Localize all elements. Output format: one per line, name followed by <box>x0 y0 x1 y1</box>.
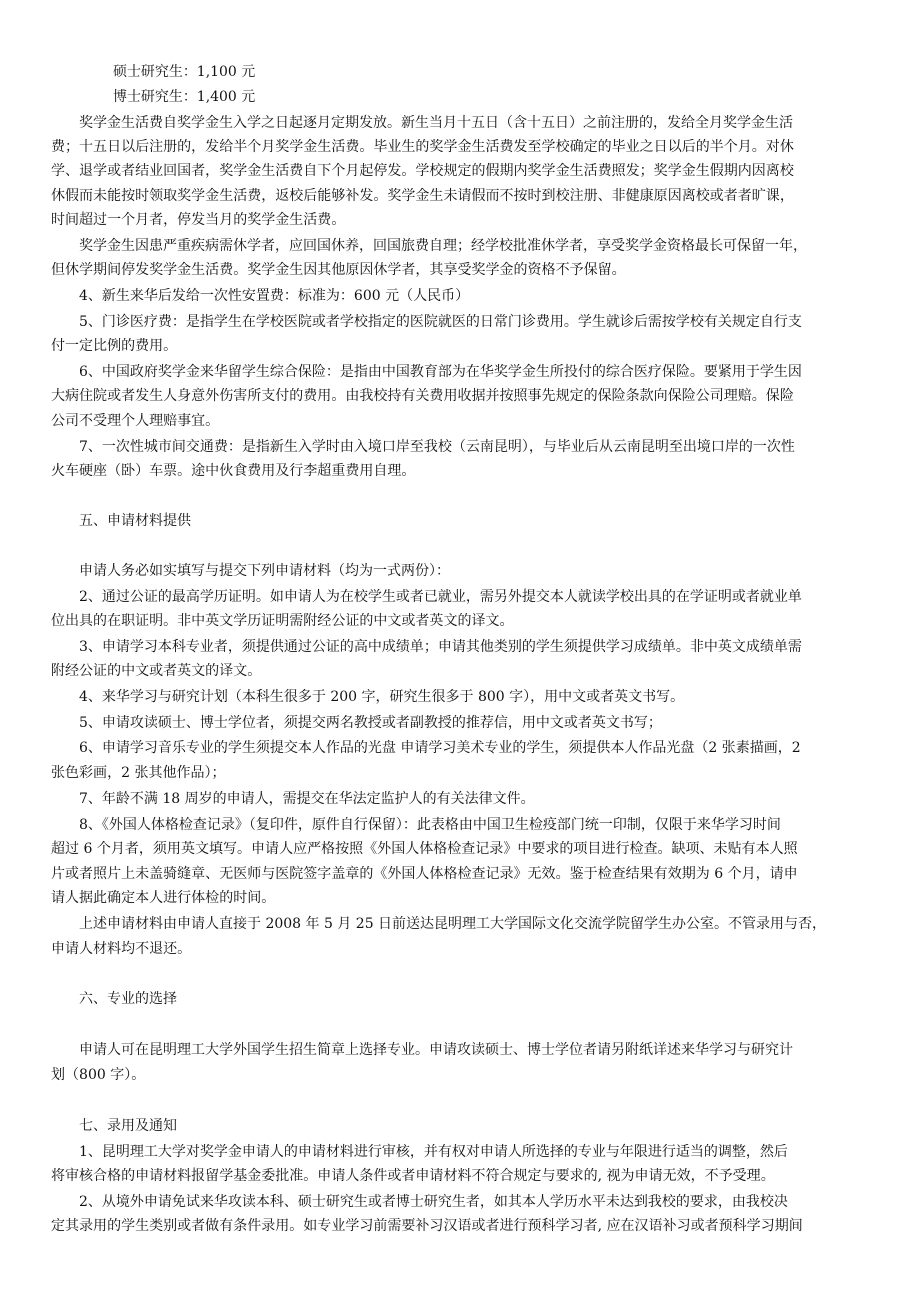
text-line <box>0 411 920 431</box>
line-text: 3、申请学习本科专业者，须提供通过公证的高中成绩单；申请其他类别的学生须提供学习成绩单。非中英文成绩单需 <box>79 639 802 655</box>
line-text: 6、中国政府奖学金来华留学生综合保险：是指由中国教育部为在华奖学金生所投付的综合医疗保险。要紧用于学生因 <box>79 364 802 380</box>
line-text: 位出具的在职证明。非中英文学历证明需附经公证的中文或者英文的译文。 <box>51 613 514 629</box>
text-line <box>0 839 920 859</box>
line-text: 2、通过公证的最高学历证明。如申请人为在校学生或者已就业，需另外提交本人就读学校出具的在学证明或者就业单 <box>79 589 802 605</box>
line-text: 4、新生来华后发给一次性安置费：标准为：600 元（人民币） <box>79 288 470 304</box>
text-line <box>0 312 920 332</box>
line-text: 7、年龄不满 18 周岁的申请人，需提交在华法定监护人的有关法律文件。 <box>79 791 535 807</box>
line-text: 8、《外国人体格检查记录》（复印件，原件自行保留）：此表格由中国卫生检疫部门统一印制，仅限于来华学习时间 <box>79 817 781 833</box>
line-text: 2、从境外申请免试来华攻读本科、硕士研究生或者博士研究生者，如其本人学历水平未达到我校的要求，由我校决 <box>79 1194 788 1210</box>
line-text: 1、昆明理工大学对奖学金申请人的申请材料进行审核，并有权对申请人所选择的专业与年限进行适当的调整，然后 <box>79 1144 788 1160</box>
line-text: 费；十五日以后注册的，发给半个月奖学金生活费。毕业生的奖学金生活费发至学校确定的毕业之日以后的半个月。对休 <box>51 139 794 155</box>
line-text: 附经公证的中文或者英文的译文。 <box>51 663 262 679</box>
text-line <box>0 637 920 657</box>
text-line <box>0 713 920 733</box>
line-text: 休假而未能按时领取奖学金生活费，返校后能够补发。奖学金生未请假而不按时到校注册、非健康原因离校或者者旷课， <box>51 188 794 204</box>
text-line <box>0 661 920 681</box>
line-text: 片或者照片上未盖骑缝章、无医师与医院签字盖章的《外国人体格检查记录》无效。鉴于检查结果有效期为 6 个月，请申 <box>51 866 798 882</box>
line-text: 张色彩画，2 张其他作品）； <box>51 765 226 781</box>
line-text: 学、退学或者结业回国者，奖学金生活费自下个月起停发。学校规定的假期内奖学金生活费照发；奖学金生假期内因离校 <box>51 163 794 179</box>
line-text: 七、录用及通知 <box>79 1118 177 1134</box>
line-text: 4、来华学习与研究计划（本科生很多于 200 字，研究生很多于 800 字），用中文或者英文书写。 <box>79 689 685 705</box>
text-line <box>0 789 920 809</box>
text-line <box>0 137 920 157</box>
line-text: 5、门诊医疗费：是指学生在学校医院或者学校指定的医院就医的日常门诊费用。学生就诊后需按学校有关规定自行支 <box>79 314 802 330</box>
section-heading <box>0 1116 920 1136</box>
line-text: 申请人材料均不退还。 <box>51 941 192 957</box>
line-text: 奖学金生因患严重疾病需休学者，应回国休养，回国旅费自理；经学校批准休学者，享受奖学金资格最长可保留一年， <box>79 238 807 254</box>
section-heading <box>0 989 920 1009</box>
line-text: 五、申请材料提供 <box>79 513 191 529</box>
text-line <box>0 763 920 783</box>
text-line <box>0 738 920 758</box>
text-line <box>0 914 920 934</box>
text-line <box>0 687 920 707</box>
line-text: 5、申请攻读硕士、博士学位者，须提交两名教授或者副教授的推荐信，用中文或者英文书写； <box>79 715 662 731</box>
line-text: 请人据此确定本人进行体检的时间。 <box>51 890 276 906</box>
text-line <box>0 461 920 481</box>
text-line <box>0 611 920 631</box>
line-text: 申请人务必如实填写与提交下列申请材料（均为一式两份）： <box>79 563 450 579</box>
text-line <box>0 186 920 206</box>
line-text: 划（800 字）。 <box>51 1067 146 1083</box>
text-line <box>0 113 920 133</box>
text-line <box>0 864 920 884</box>
line-text: 大病住院或者发生人身意外伤害所支付的费用。由我校持有关费用收据并按照事先规定的保险条款向保险公司理赔。保险 <box>51 388 794 404</box>
line-text: 博士研究生：1,400 元 <box>113 89 256 105</box>
line-text: 申请人可在昆明理工大学外国学生招生简章上选择专业。申请攻读硕士、博士学位者请另附纸详述来华学习与研究计 <box>79 1042 793 1058</box>
text-line <box>0 1166 920 1186</box>
text-line <box>0 87 920 107</box>
text-line <box>0 888 920 908</box>
line-text: 时间超过一个月者，停发当月的奖学金生活费。 <box>51 212 346 228</box>
line-text: 公司不受理个人理赔事宜。 <box>51 413 220 429</box>
text-line <box>0 362 920 382</box>
section-heading <box>0 511 920 531</box>
line-text: 定其录用的学生类别或者做有条件录用。如专业学习前需要补习汉语或者进行预科学习者, 应在汉语补习或者预科学习期间 <box>51 1218 803 1234</box>
line-text: 超过 6 个月者，须用英文填写。申请人应严格按照《外国人体格检查记录》中要求的项目进行检查。缺项、未贴有本人照 <box>51 841 798 857</box>
text-line <box>0 1065 920 1085</box>
text-line <box>0 587 920 607</box>
line-text: 六、专业的选择 <box>79 991 177 1007</box>
text-line <box>0 286 920 306</box>
text-line <box>0 815 920 835</box>
text-line <box>0 1216 920 1236</box>
line-text: 7、一次性城市间交通费：是指新生入学时由入境口岸至我校（云南昆明），与毕业后从云南昆明至出境口岸的一次性 <box>79 439 795 455</box>
line-text: 硕士研究生：1,100 元 <box>113 64 256 80</box>
text-line <box>0 62 920 82</box>
text-line <box>0 236 920 256</box>
line-text: 上述申请材料由申请人直接于 2008 年 5 月 25 日前送达昆明理工大学国际文化交流学院留学生办公室。不管录用与否， <box>79 916 827 932</box>
text-line <box>0 336 920 356</box>
line-text: 6、申请学习音乐专业的学生须提交本人作品的光盘 申请学习美术专业的学生，须提供本人作品光盘（2 张素描画，2 <box>79 740 801 756</box>
text-line <box>0 1142 920 1162</box>
text-line <box>0 161 920 181</box>
line-text: 付一定比例的费用。 <box>51 338 178 354</box>
text-line <box>0 260 920 280</box>
text-line <box>0 210 920 230</box>
text-line <box>0 1192 920 1212</box>
line-text: 但休学期间停发奖学金生活费。奖学金生因其他原因休学者，其享受奖学金的资格不予保留。 <box>51 262 626 278</box>
text-line <box>0 386 920 406</box>
line-text: 火车硬座（卧）车票。途中伙食费用及行李超重费用自理。 <box>51 463 416 479</box>
line-text: 奖学金生活费自奖学金生入学之日起逐月定期发放。新生当月十五日（含十五日）之前注册的，发给全月奖学金生活 <box>79 115 793 131</box>
text-line <box>0 437 920 457</box>
text-line <box>0 1040 920 1060</box>
line-text: 将审核合格的申请材料报留学基金委批准。申请人条件或者申请材料不符合规定与要求的, 视为申请无效，不予受理。 <box>51 1168 775 1184</box>
text-line <box>0 939 920 959</box>
text-line <box>0 561 920 581</box>
